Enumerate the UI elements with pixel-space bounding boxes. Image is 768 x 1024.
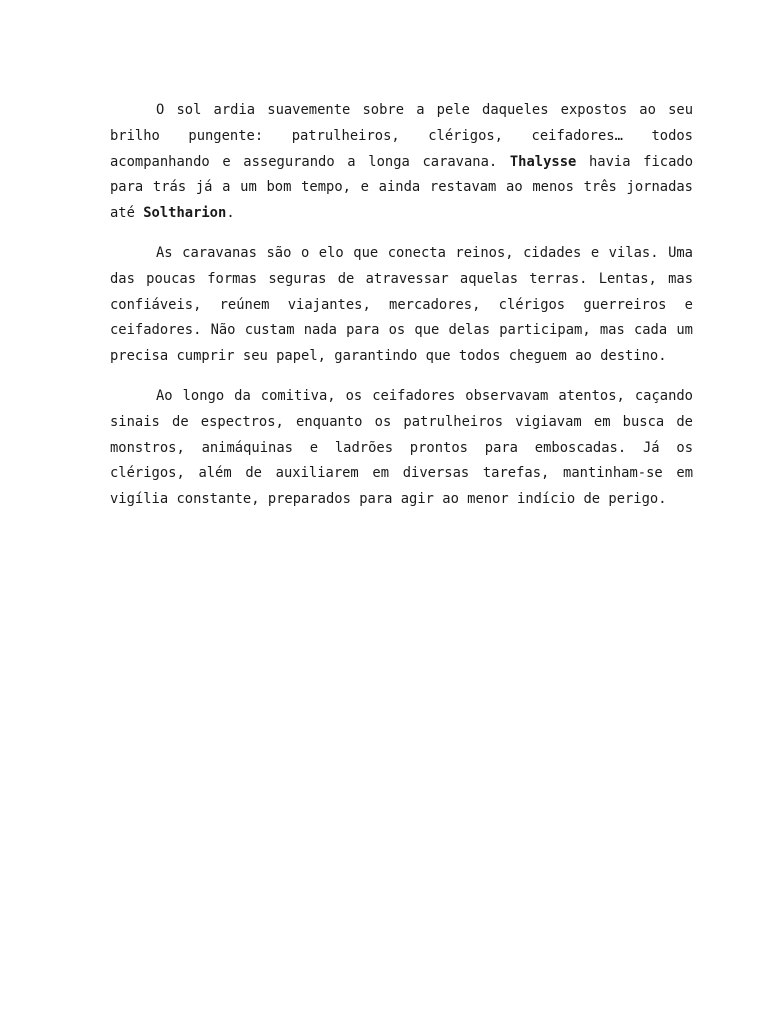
paragraph-1 xyxy=(110,98,693,227)
place-name-thalysse: Thalysse xyxy=(509,153,577,170)
paragraph-3: Ao longo da comitiva, os ceifadores observavam atentos, caçando sinais de espectros, enquanto os patrulheiros vigiavam em busca de monstros, animáquinas e ladrões prontos para emboscadas. Já os clérigos, além de auxiliarem em diversas tarefas, mantinham-se em vigília constante, preparados para agir ao menor indício de perigo. xyxy=(110,387,693,508)
place-name-soltharion: Soltharion xyxy=(143,205,227,222)
document-body xyxy=(110,98,693,527)
paragraph-1-text-a: O sol ardia suavemente sobre a pele daqueles expostos ao seu brilho pungente: patrulheiros, clérigos, ceifadores… todos acompanhando e assegurando a longa caravana. xyxy=(110,102,693,170)
paragraph-1-text-c: . xyxy=(226,205,235,222)
paragraph-1-text-b: havia ficado para trás já a um bom tempo, e ainda restavam ao menos três jornadas até xyxy=(110,153,694,222)
paragraph-2: As caravanas são o elo que conecta reinos, cidades e vilas. Uma das poucas formas seguras de atravessar aquelas terras. Lentas, mas confiáveis, reúnem viajantes, mercadores, clérigos guerreiros e ceifadores. Não custam nada para os que delas participam, mas cada um precisa cumprir seu papel, garantindo que todos cheguem ao destino. xyxy=(110,244,693,365)
